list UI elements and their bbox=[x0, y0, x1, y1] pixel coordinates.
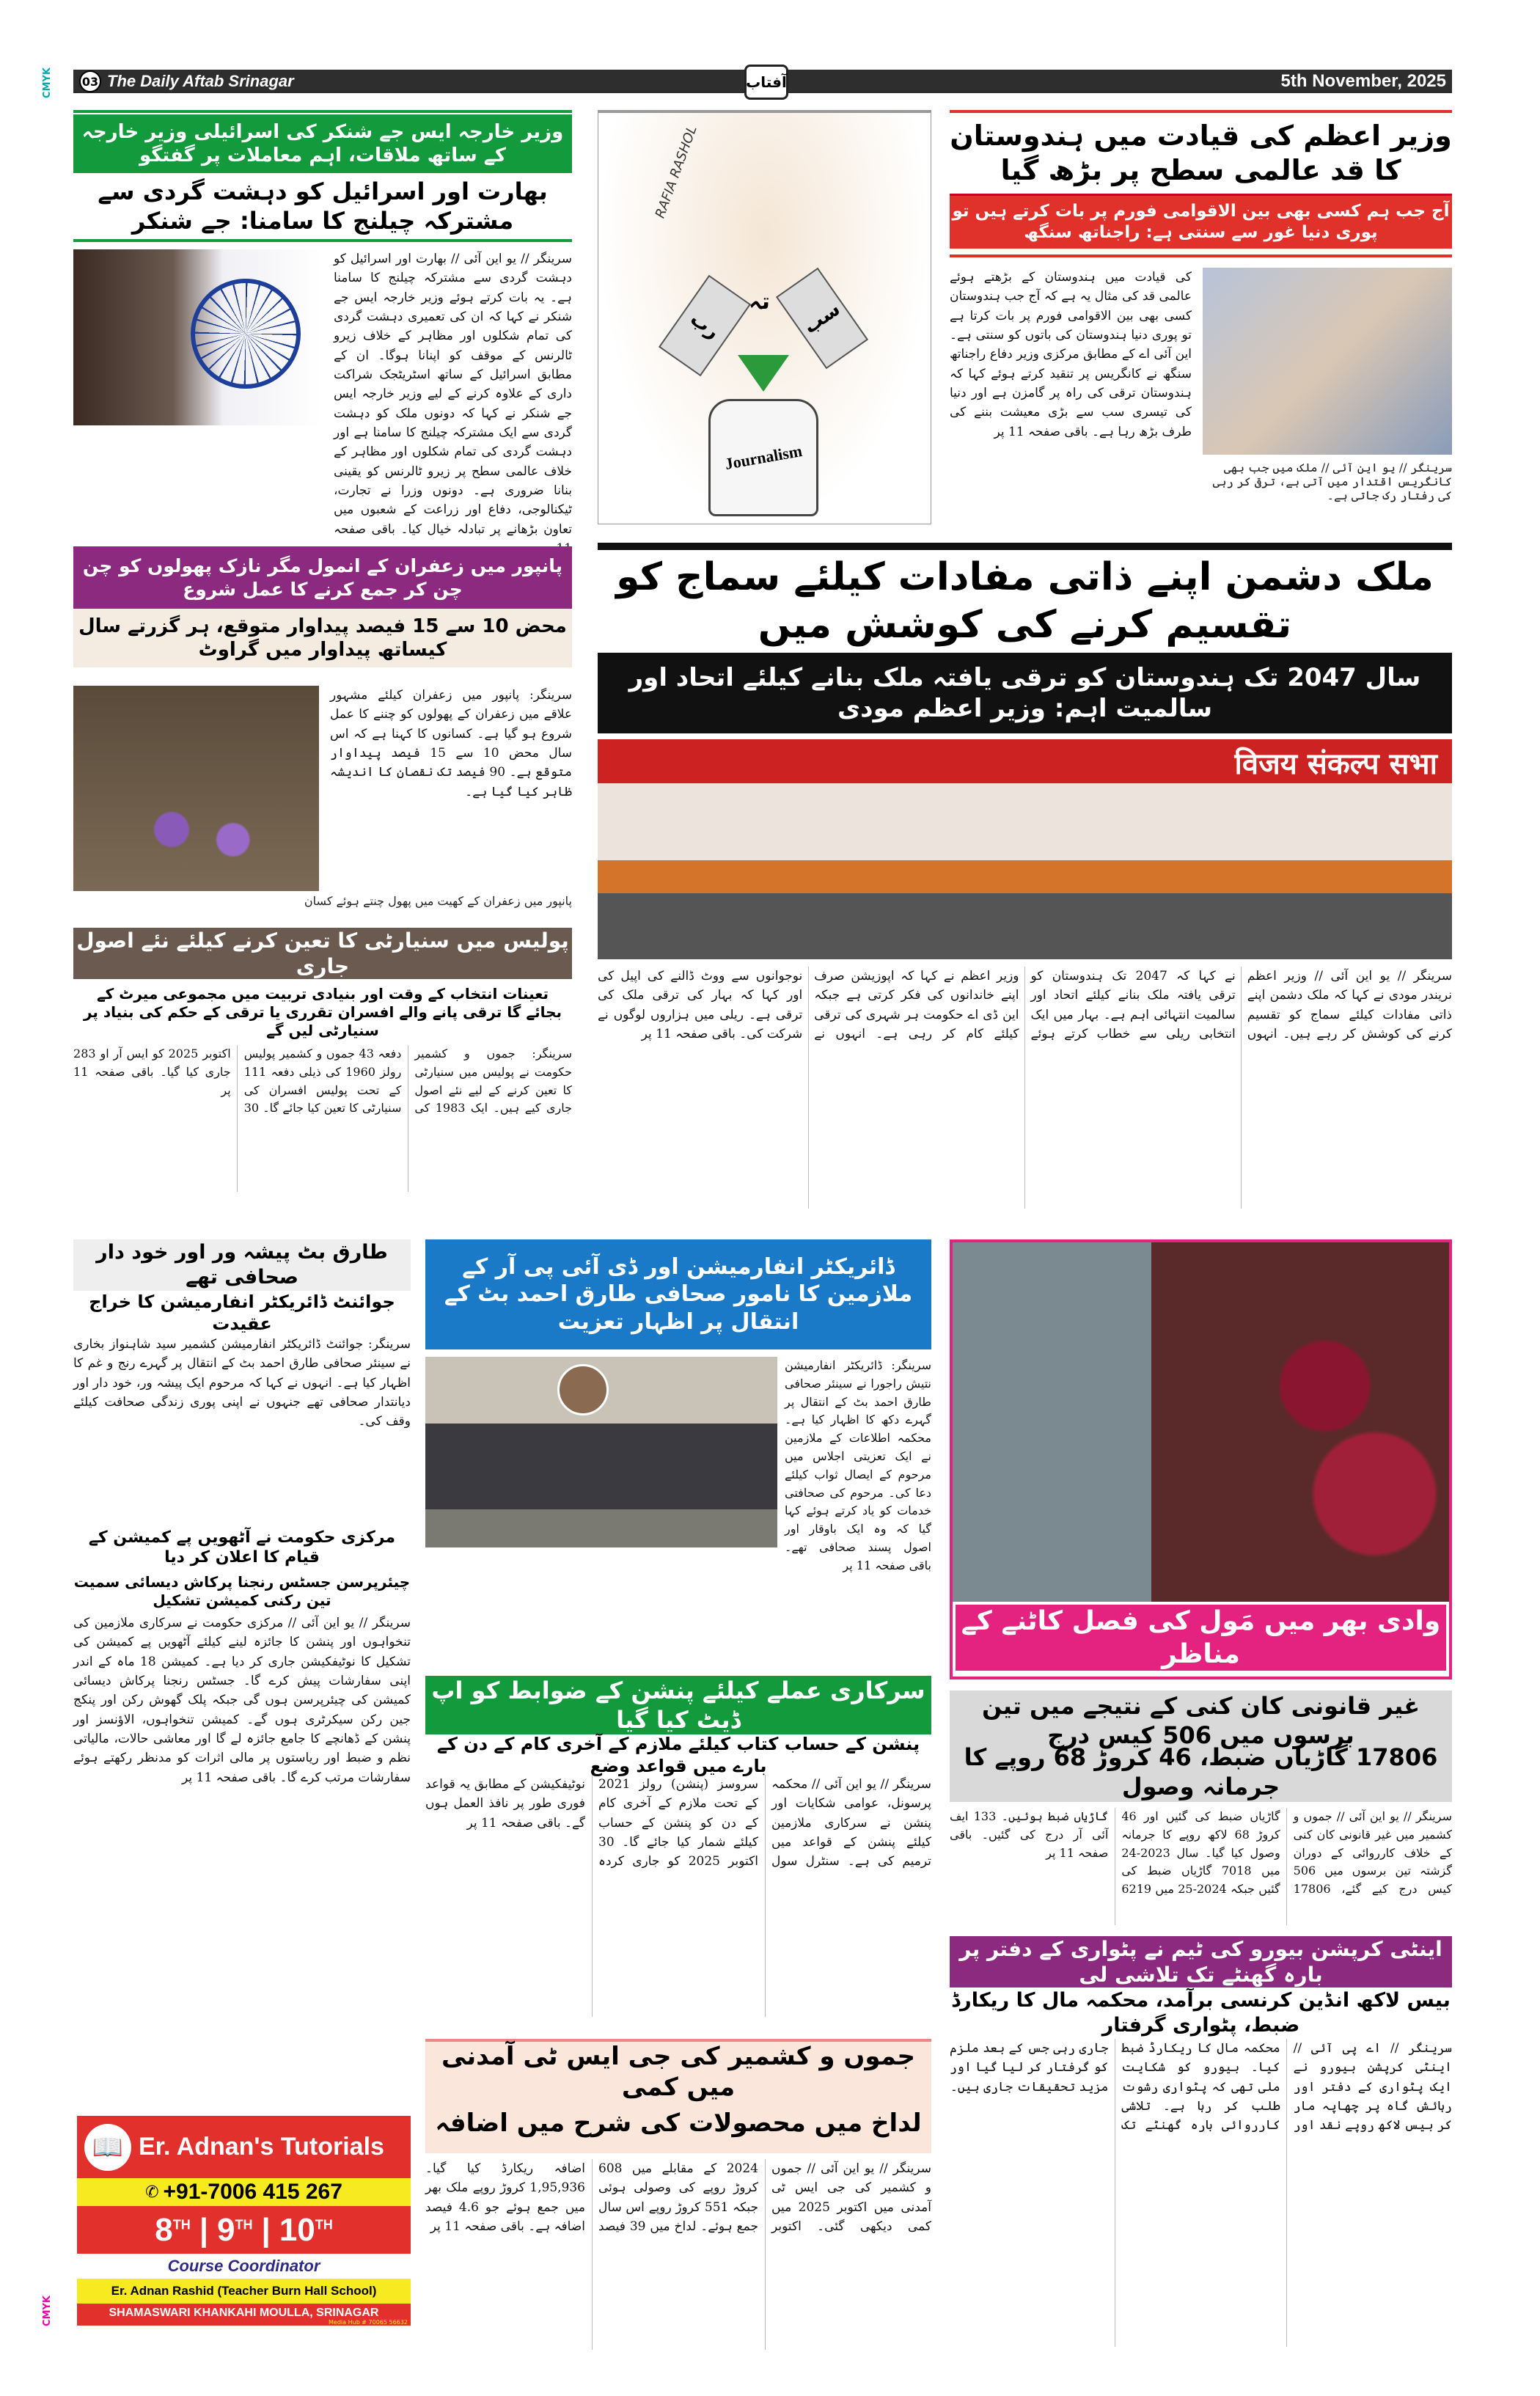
headline: طارق بٹ پیشہ ور اور خود دار صحافی تھے bbox=[73, 1239, 411, 1291]
story-body: سرینگر: ڈائریکٹر انفارمیشن نتیش راجورا نے سینئر صحافی طارق احمد بٹ کے انتقال پر گہرے دکھ کا اظہار کیا ہے۔ محکمہ اطلاعات کے ملازمین نے ایک تعزیتی اجلاس میں مرحوم کے ایصال ثواب کیلئے دعا کی۔ مرحوم کی صحافتی خدمات کو یاد کرتے ہوئے کہا گیا کہ وہ ایک باوقار اور اصول پسند صحافی تھے۔ باقی صفحہ 11 پر bbox=[785, 1358, 931, 1572]
ad-classes: 8TH | 9TH | 10TH bbox=[77, 2206, 411, 2254]
story-body: سرینگر // یو این آئی // جموں و کشمیر میں غیر قانونی کان کنی کے خلاف کارروائی کے دوران گزشتہ تین برسوں میں 506 کیس درج کیے گئے، 17806 گاڑیاں ضبط کی گئیں اور 46 کروڑ 68 لاکھ روپے کا جرمانہ وصول کیا گیا۔ سال 2023-24 میں 7018 گاڑیاں ضبط کی گئیں جبکہ 2024-25 میں 6219 گاڑیاں ضبط ہوئیں۔ 133 ایف آئی آر درج کی گئیں۔ باقی صفحہ 11 پر bbox=[950, 1809, 1452, 1897]
ad-phone: +91-7006 415 267 bbox=[163, 2180, 342, 2204]
condolence-meeting-photo bbox=[425, 1357, 777, 1547]
ad-title: Er. Adnan's Tutorials bbox=[139, 2133, 384, 2161]
story-pension-update bbox=[425, 1676, 931, 2028]
phone-icon: ✆ bbox=[145, 2183, 159, 2202]
subhead: محض 10 سے 15 فیصد پیداوار متوقع، ہر گزرتے سال کیساتھ پیداوار میں گراوٹ bbox=[73, 609, 572, 667]
headline: بھارت اور اسرائیل کو دہشت گردی سے مشترکہ چیلنج کا سامنا: جے شنکر bbox=[98, 177, 548, 235]
story-rajnath bbox=[950, 110, 1452, 524]
story-body: سرینگر // یو این آئی // مرکزی حکومت نے سرکاری ملازمین کی تنخواہوں اور پنشن کا جائزہ لینے کیلئے آٹھویں پے کمیشن کی تشکیل کا نوٹیفکیشن جاری کر دیا ہے۔ کمیشن 18 ماہ کے اندر اپنی سفارشات پیش کرے گا۔ جسٹس رنجنا پرکاش دیسائی کمیشن کی چیئرپرسن ہوں گی جبکہ پلک گھوش رکن اور پنکج جین رکن سیکرٹری ہوں گے۔ کمیشن تنخواہوں، الاؤنسز اور پنشن کے ڈھانچے کا جامع جائزہ لے گا اور معاشی حالات، مالیاتی نظم و ضبط اور ریاستوں پر مالی اثرات کو مدنظر رکھتے ہوئے سفارشات مرتب کرے گا۔ باقی صفحہ 11 پر bbox=[73, 1616, 411, 1785]
story-body: سرینگر: پانپور میں زعفران کیلئے مشہور علاقے میں زعفران کے پھولوں کو چننے کا عمل شروع ہو گیا ہے۔ کسانوں کا کہنا ہے کہ اس سال محض 10 سے 15 فیصد پیداوار متوقع ہے۔ 90 فیصد تک نقصان کا اندیشہ ظاہر کیا گیا ہے۔ bbox=[330, 688, 572, 799]
bottle-left: رب bbox=[659, 275, 751, 376]
headline: غیر قانونی کان کنی کے نتیجے میں تین برسوں میں 506 کیس درج bbox=[981, 1692, 1420, 1749]
headline: پولیس میں سنیارٹی کا تعین کرنے کیلئے نئے اصول جاری bbox=[73, 928, 572, 979]
subhead: بیس لاکھ انڈین کرنسی برآمد، محکمہ مال کا ریکارڈ ضبط، پٹواری گرفتار bbox=[951, 1989, 1451, 2037]
story-body: سرینگر // یو این آئی // وزیر اعظم نریندر مودی نے کہا کہ ملک دشمن اپنے ذاتی مفادات کیلئے سماج کو تقسیم کرنے کی کوشش کر رہے ہیں۔ انہوں نے کہا کہ 2047 تک ہندوستان کو ترقی یافتہ ملک بنانے کیلئے اتحاد اور سالمیت انتہائی اہم ہے۔ بہار میں ایک انتخابی ریلی سے خطاب کرتے ہوئے وزیر اعظم نے کہا کہ اپوزیشن صرف اپنے خاندانوں کی فکر کرتی ہے جبکہ این ڈی اے حکومت ہر شہری کی ترقی کیلئے کام کر رہی ہے۔ انہوں نے نوجوانوں سے ووٹ ڈالنے کی اپیل کی اور کہا کہ بہار کی ترقی ملک کی ترقی ہے۔ ریلی میں ہزاروں لوگوں نے شرکت کی۔ باقی صفحہ 11 پر bbox=[598, 969, 1452, 1042]
subhead: جوائنٹ ڈائریکٹر انفارمیشن کا خراج عقیدت bbox=[89, 1292, 395, 1334]
headline: سرکاری عملے کیلئے پنشن کے ضوابط کو اپ ڈیٹ کیا گیا bbox=[425, 1676, 931, 1734]
cmyk-mark-bottom: CMYK bbox=[42, 2296, 53, 2326]
subhead: 17806 گاڑیاں ضبط، 46 کروڑ 68 روپے کا جرمانہ وصول bbox=[964, 1743, 1438, 1800]
cartoonist-signature: RAFIA RASHOL bbox=[652, 123, 700, 221]
story-condolence bbox=[425, 1239, 931, 1665]
story-body: سرینگر: جوائنٹ ڈائریکٹر انفارمیشن کشمیر سید شاہنواز بخاری نے سینئر صحافی طارق احمد بٹ کے انتقال پر گہرے رنج و غم کا اظہار کیا ہے۔ انہوں نے کہا کہ مرحوم ایک پیشہ ور، خود دار اور دیانتدار صحافی تھے جنہوں نے اپنی پوری زندگی صحافت کیلئے وقف کی۔ bbox=[73, 1337, 411, 1429]
cartoon bbox=[598, 110, 931, 524]
rally-banner-text: विजय संकल्प सभा bbox=[1234, 747, 1437, 781]
ad-adnans-tutorials[interactable] bbox=[77, 2116, 411, 2336]
ad-agency: Media Hub # 70065 56632 bbox=[329, 2319, 408, 2326]
story-body: سرینگر // یو این آئی // جموں و کشمیر کی جی ایس ٹی آمدنی میں اکتوبر 2025 میں کمی دیکھی گئی۔ اکتوبر 2024 کے مقابلے میں 608 کروڑ روپے کی وصولی ہوئی جبکہ 551 کروڑ روپے اس سال جمع ہوئے۔ لداخ میں 39 فیصد اضافہ ریکارڈ کیا گیا۔ 1,95,936 کروڑ روپے ملک بھر میں جمع ہوئے جو 4.6 فیصد اضافہ ہے۔ باقی صفحہ 11 پر bbox=[425, 2161, 931, 2235]
book-logo-icon: 📖 bbox=[84, 2124, 131, 2171]
headline: پانپور میں زعفران کے انمول مگر نازک پھولوں کو چن چن کر جمع کرنے کا عمل شروع bbox=[73, 546, 572, 609]
issue-date: 5th November, 2025 bbox=[1280, 71, 1446, 91]
story-tariq bbox=[73, 1239, 411, 1518]
journalism-bottle: Journalism bbox=[708, 399, 818, 516]
kicker: وزیر خارجہ ایس جے شنکر کی اسرائیلی وزیر خارجہ کے ساتھ ملاقات، اہم معاملات پر گفتگو bbox=[73, 114, 572, 173]
story-cockscomb bbox=[950, 1239, 1452, 1679]
cockscomb-harvest-photo bbox=[953, 1242, 1449, 1602]
ad-address: SHAMASWARI KHANKAHI MOULLA, SRINAGAR bbox=[109, 2307, 379, 2319]
story-modi bbox=[598, 543, 1452, 1210]
funnel-icon bbox=[738, 355, 789, 392]
page-number: 03 bbox=[79, 70, 101, 92]
ad-coordinator: Er. Adnan Rashid (Teacher Burn Hall School) bbox=[77, 2279, 411, 2304]
story-gst bbox=[425, 2039, 931, 2362]
cmyk-mark-top: CMYK bbox=[42, 67, 53, 98]
subhead: چیئرپرسن جسٹس رنجنا پرکاش دیسائی سمیت تین رکنی کمیشن تشکیل bbox=[73, 1573, 411, 1609]
masthead-logo: آفتاب bbox=[744, 65, 788, 100]
rajnath-photo bbox=[1203, 268, 1452, 455]
photo-caption: پانپور میں زعفران کے کھیت میں پھول چنتے ہوئے کسان bbox=[304, 894, 572, 908]
headline: ملک دشمن اپنے ذاتی مفادات کیلئے سماج کو تقسیم کرنے کی کوشش میں bbox=[616, 555, 1434, 647]
subhead: لداخ میں محصولات کی شرح میں اضافہ bbox=[435, 2108, 922, 2138]
subhead: تعینات انتخاب کے وقت اور بنیادی تربیت میں مجموعی میرٹ کے بجائے گا ترقی پانے والے افسران تقرری یا ترقی کے حکم کی بنیاد پر سنیارٹی لیں گے bbox=[83, 984, 562, 1039]
story-saffron bbox=[73, 546, 572, 913]
subhead: آج جب ہم کسی بھی بین الاقوامی فورم پر بات کرتے ہیں تو پوری دنیا غور سے سنتی ہے: راجناتھ سنگھ bbox=[950, 194, 1452, 249]
story-body: سرینگر // یو این آئی // محکمہ پرسونل، عوامی شکایات اور پنشن نے سرکاری ملازمین کیلئے پنشن کے قواعد میں ترمیم کی ہے۔ سنٹرل سول سروسز (پنشن) رولز 2021 کے تحت ملازم کے آخری کام کے دن کو پنشن کے حساب کیلئے شمار کیا جائے گا۔ 30 اکتوبر 2025 کو جاری کردہ نوٹیفکیشن کے مطابق یہ قواعد فوری طور پر نافذ العمل ہوں گے۔ باقی صفحہ 11 پر bbox=[425, 1777, 931, 1869]
story-pay-commission bbox=[73, 1525, 411, 2098]
story-body-continued bbox=[425, 1555, 777, 1657]
headline: جموں و کشمیر کی جی ایس ٹی آمدنی میں کمی bbox=[441, 2041, 916, 2102]
story-body: کی قیادت میں ہندوستان کے بڑھتے ہوئے عالمی قد کی مثال یہ ہے کہ آج جب ہندوستان کسی بھی بین الاقوامی فورم پر بات کرتا ہے تو پوری دنیا ہندوستان کی باتوں کو سنتی ہے۔ این آئی اے کے مطابق مرکزی وزیر دفاع راجناتھ سنگھ نے کانگریس پر تنقید کرتے ہوئے کہا کہ ہندوستان ترقی کی راہ پر گامزن ہے اور دنیا کی تیسری سب سے بڑی معیشت بننے کی طرف بڑھ رہا ہے۔ باقی صفحہ 11 پر bbox=[950, 270, 1192, 439]
story-police bbox=[73, 928, 572, 1206]
story-jaishankar bbox=[73, 110, 572, 537]
photo-caption: وادی بھر میں مَول کی فصل کاٹنے کے مناظر bbox=[956, 1605, 1446, 1671]
story-mining bbox=[950, 1690, 1452, 1925]
story-body: سرینگر // یو این آئی // بھارت اور اسرائیل کو دہشت گردی سے مشترکہ چیلنج کا سامنا ہے۔ یہ بات کرتے ہوئے وزیر خارجہ ایس جے شنکر نے کہا کہ ان کی تعمیری دہشت گردی کی تمام شکلوں اور مظاہر کے خلاف زیرو ٹالرنس کے موقف کو اپنانا ہوگا۔ ان کے مطابق اسرائیل کے ساتھ اسٹریٹجک شراکت داری کے علاوہ کرنے کے لیے وزیر خارجہ ایس جے شنکر نے کہا کہ دونوں ملک کو دہشت گردی سے ایک مشترکہ چیلنج کا سامنا ہے اور دہشت گردی کی تمام شکلوں اور مظاہر کے خلاف عالمی سطح پر زیرو ٹالرنس کو یقینی بنانا ضروری ہے۔ دونوں وزرا نے تجارت، ٹیکنالوجی، دفاع اور زراعت کے شعبوں میں تعاون بڑھانے پر تبادلہ خیال کیا۔ باقی صفحہ bbox=[334, 252, 572, 537]
subhead: پنشن کے حساب کتاب کیلئے ملازم کے آخری کام کے دن کے بارے میں قواعد وضع bbox=[436, 1733, 920, 1776]
bottle-right: سب bbox=[776, 268, 868, 369]
photo-caption: سرینگر // یو این آئی // ملک میں جب بھی کانگریس اقتدار میں آتی ہے، ترقی کر رہی کی رفتار رک جاتی ہے۔ bbox=[1212, 461, 1452, 502]
headline: ڈائریکٹر انفارمیشن اور ڈی آئی پی آر کے ملازمین کا نامور صحافی طارق احمد بٹ کے انتقال پر اظہار تعزیت bbox=[425, 1239, 931, 1349]
paper-name: The Daily Aftab Srinagar bbox=[107, 72, 294, 90]
ad-role: Course Coordinator bbox=[167, 2257, 320, 2275]
tariq-portrait-inset bbox=[557, 1364, 609, 1415]
saffron-photo bbox=[73, 686, 319, 891]
headline: اینٹی کرپشن بیورو کی ٹیم نے پٹواری کے دفتر پر بارہ گھنٹے تک تلاشی لی bbox=[950, 1936, 1452, 1987]
headline: وزیر اعظم کی قیادت میں ہندوستان کا قد عالمی سطح پر بڑھ گیا bbox=[950, 119, 1452, 186]
bottle-middle-text: تہ bbox=[749, 289, 770, 315]
story-body: سرینگر // اے پی آئی // اینٹی کرپشن بیورو نے ایک پٹواری کے دفتر اور رہائش گاہ پر چھاپہ مار کر بیس لاکھ روپے نقد اور محکمہ مال کا ریکارڈ ضبط کیا۔ بیورو کو شکایت ملی تھی کہ پٹواری رشوت طلب کر رہا ہے۔ تلاشی کارروائی بارہ گھنٹے تک جاری رہی جس کے بعد ملزم کو گرفتار کر لیا گیا اور مزید تحقیقات جاری ہیں۔ bbox=[950, 2041, 1452, 2133]
headline: مرکزی حکومت نے آٹھویں پے کمیشن کے قیام کا اعلان کر دیا bbox=[88, 1528, 396, 1567]
story-body: سرینگر: جموں و کشمیر حکومت نے پولیس میں سنیارٹی کا تعین کرنے کے لیے نئے اصول جاری کیے ہیں۔ ایک 1983 کی دفعہ 43 جموں و کشمیر پولیس رولز 1960 کی ذیلی دفعہ 111 کے تحت پولیس افسران کی سنیارٹی کا تعین کیا جائے گا۔ 30 اکتوبر 2025 کو ایس آر او 283 جاری کیا گیا۔ باقی صفحہ 11 پر bbox=[73, 1047, 572, 1115]
story-acb bbox=[950, 1936, 1452, 2362]
subhead: سال 2047 تک ہندوستان کو ترقی یافتہ ملک بنانے کیلئے اتحاد اور سالمیت اہم: وزیر اعظم مودی bbox=[598, 653, 1452, 733]
modi-rally-photo bbox=[598, 739, 1452, 959]
